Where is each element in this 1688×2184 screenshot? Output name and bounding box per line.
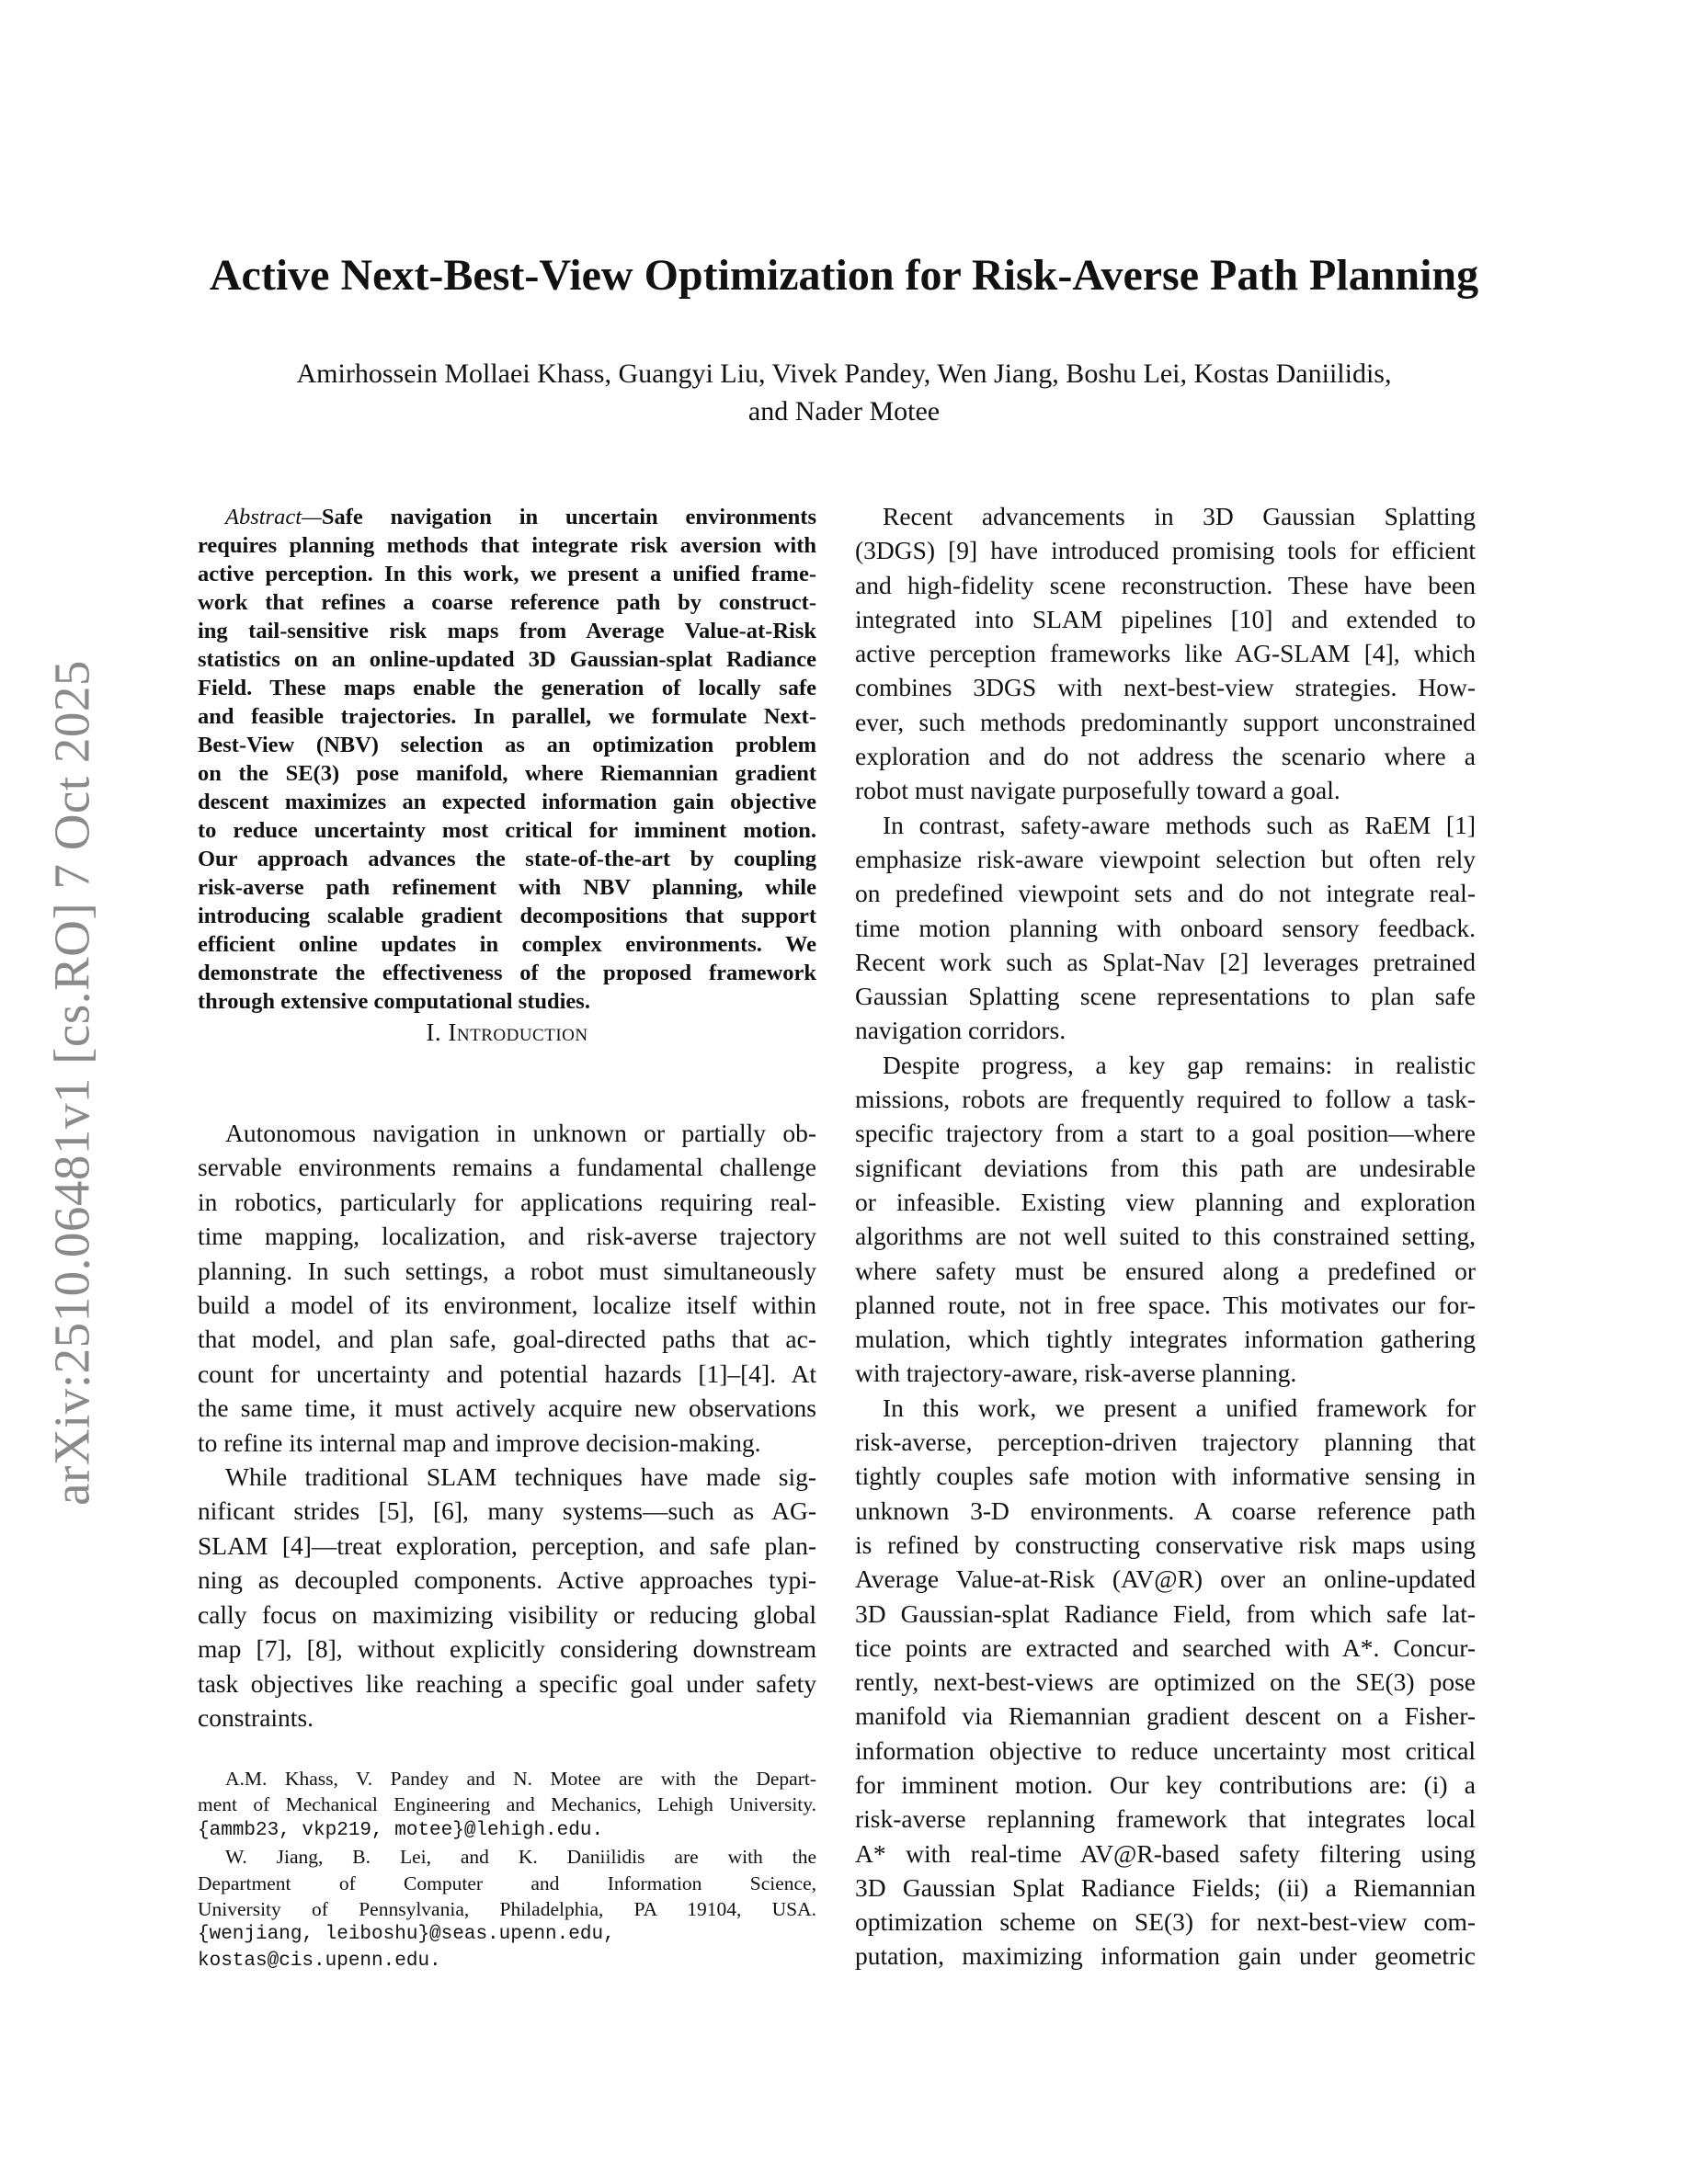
text-line: and high-fidelity scene reconstruction. These have been	[855, 570, 1476, 599]
abstract-line: risk-averse path refinement with NBV planning, while	[198, 875, 816, 900]
text-line: to refine its internal map and improve decision-making.	[198, 1428, 761, 1457]
abstract-line: efficient online updates in complex environments. We	[198, 932, 816, 957]
text-line: with trajectory-aware, risk-averse planning.	[855, 1359, 1297, 1388]
text-line: for imminent motion. Our key contributions are: (i) a	[855, 1769, 1476, 1799]
text-line: nificant strides [5], [6], many systems—such as AG-	[198, 1496, 816, 1526]
text-line: task objectives like reaching a specific goal under safety	[198, 1668, 816, 1698]
text-line: ning as decoupled components. Active approaches typi-	[198, 1565, 816, 1595]
footnote-line: W. Jiang, B. Lei, and K. Daniilidis are with the	[225, 1846, 816, 1869]
paragraph	[855, 808, 1476, 1048]
text-line: rently, next-best-views are optimized on the SE(3) pose	[855, 1667, 1476, 1697]
text-line: risk-averse replanning framework that integrates local	[855, 1804, 1476, 1834]
text-line: In this work, we present a unified framework for	[883, 1393, 1476, 1422]
text-line: unknown 3-D environments. A coarse reference path	[855, 1496, 1476, 1525]
abstract-line: Best-View (NBV) selection as an optimization problem	[198, 733, 816, 757]
text-line: on predefined viewpoint sets and do not integrate real-	[855, 879, 1476, 908]
text-line: integrated into SLAM pipelines [10] and extended to	[855, 604, 1476, 633]
text-line: in robotics, particularly for applications requiring real-	[198, 1187, 816, 1216]
section-heading-introduction: I. Introduction	[426, 1018, 588, 1046]
text-line: exploration and do not address the scenario where a	[855, 742, 1476, 771]
abstract-line: demonstrate the effectiveness of the proposed framework	[198, 961, 816, 985]
text-line: significant deviations from this path are undesirable	[855, 1153, 1476, 1182]
abstract-line: introducing scalable gradient decompositions that support	[198, 904, 816, 928]
footnote-line: Department of Computer and Information Science,	[198, 1871, 816, 1894]
abstract-line: descent maximizes an expected information gain objective	[198, 790, 816, 814]
text-line: build a model of its environment, localize itself within	[198, 1291, 816, 1320]
text-line: putation, maximizing information gain under geometric	[855, 1941, 1476, 1971]
abstract-line: to reduce uncertainty most critical for imminent motion.	[198, 818, 816, 843]
text-line: information objective to reduce uncertainty most critical	[855, 1735, 1476, 1765]
text-line: constraints.	[198, 1702, 314, 1732]
footnote-line: University of Pennsylvania, Philadelphia, PA 19104, USA.	[198, 1898, 816, 1921]
text-line: SLAM [4]—treat exploration, perception, and safe plan-	[198, 1530, 816, 1560]
text-line: that model, and plan safe, goal-directed paths that ac-	[198, 1325, 816, 1354]
text-line: active perception frameworks like AG-SLAM [4], which	[855, 639, 1476, 668]
arxiv-identifier: arXiv:2510.06481v1 [cs.RO] 7 Oct 2025	[43, 660, 100, 1506]
text-line: Autonomous navigation in unknown or partially ob-	[225, 1119, 816, 1147]
abstract-line: Field. These maps enable the generation of locally safe	[198, 676, 816, 700]
text-line: tightly couples safe motion with informative sensing in	[855, 1462, 1476, 1491]
abstract-label: Abstract—	[225, 505, 322, 529]
text-line: is refined by constructing conservative risk maps using	[855, 1530, 1476, 1559]
text-line: navigation corridors.	[855, 1016, 1066, 1045]
text-line: count for uncertainty and potential hazards [1]–[4]. At	[198, 1359, 816, 1388]
author-line: Amirhossein Mollaei Khass, Guangyi Liu, Vivek Pandey, Wen Jiang, Boshu Lei, Kostas Daniilidis,	[296, 358, 1392, 389]
abstract-line: through extensive computational studies.	[198, 989, 590, 1014]
paragraph	[855, 1048, 1476, 1391]
text-line: or infeasible. Existing view planning and exploration	[855, 1187, 1476, 1216]
text-line: Recent advancements in 3D Gaussian Splatting	[883, 502, 1476, 530]
text-line: specific trajectory from a start to a goal position—where	[855, 1119, 1476, 1148]
text-line: ever, such methods predominantly support unconstrained	[855, 707, 1476, 736]
text-line: the same time, it must actively acquire new observations	[198, 1393, 816, 1423]
text-line: While traditional SLAM techniques have made sig-	[225, 1462, 816, 1492]
text-line: time mapping, localization, and risk-averse trajectory	[198, 1222, 816, 1251]
text-line: mulation, which tightly integrates information gathering	[855, 1325, 1476, 1354]
footnote	[198, 1766, 816, 1844]
text-line: (3DGS) [9] have introduced promising tools for efficient	[855, 536, 1476, 565]
author-line: and Nader Motee	[747, 396, 941, 427]
abstract-line: requires planning methods that integrate risk aversion with	[198, 533, 816, 558]
text-line: where safety must be ensured along a predefined or	[855, 1256, 1476, 1285]
abstract	[198, 503, 816, 1016]
text-line: Gaussian Splatting scene representations to plan safe	[855, 982, 1476, 1011]
email-line: {ammb23, vkp219, motee}@lehigh.edu.	[198, 1819, 604, 1841]
text-line: tice points are extracted and searched with A*. Concur-	[855, 1632, 1476, 1662]
author-affiliation-footnotes	[198, 1766, 816, 1974]
text-line: time motion planning with onboard sensory feedback.	[855, 913, 1476, 942]
abstract-text: Safe navigation in uncertain environments	[321, 505, 816, 529]
text-line: servable environments remains a fundamental challenge	[198, 1153, 816, 1182]
text-line: emphasize risk-aware viewpoint selection but often rely	[855, 844, 1476, 873]
paragraph	[855, 1391, 1476, 1974]
text-line: combines 3DGS with next-best-view strategies. How-	[855, 673, 1476, 702]
text-line: A* with real-time AV@R-based safety filtering using	[855, 1838, 1476, 1868]
right-column-body	[855, 499, 1476, 1974]
text-line: robot must navigate purposefully toward a goal.	[855, 776, 1340, 805]
text-line: Despite progress, a key gap remains: in realistic	[883, 1050, 1476, 1079]
text-line: 3D Gaussian-splat Radiance Field, from which safe lat-	[855, 1598, 1476, 1628]
footnote	[198, 1844, 816, 1974]
paper-title: Active Next-Best-View Optimization for Risk-Averse Path Planning	[209, 251, 1479, 300]
footnote-line: A.M. Khass, V. Pandey and N. Motee are with the Depart-	[225, 1768, 816, 1790]
text-line: optimization scheme on SE(3) for next-best-view com-	[855, 1907, 1476, 1937]
text-line: In contrast, safety-aware methods such as RaEM [1]	[883, 810, 1476, 839]
abstract-line: ing tail-sensitive risk maps from Average Value-at-Risk	[198, 619, 816, 643]
left-column-body	[198, 1116, 816, 1735]
abstract-line: on the SE(3) pose manifold, where Riemannian gradient	[198, 761, 816, 786]
text-line: cally focus on maximizing visibility or reducing global	[198, 1599, 816, 1629]
text-line: planning. In such settings, a robot must simultaneously	[198, 1256, 816, 1285]
text-line: manifold via Riemannian gradient descent on a Fisher-	[855, 1701, 1476, 1731]
text-line: 3D Gaussian Splat Radiance Fields; (ii) a Riemannian	[855, 1872, 1476, 1902]
text-line: Average Value-at-Risk (AV@R) over an online-updated	[855, 1564, 1476, 1594]
text-line: algorithms are not well suited to this constrained setting,	[855, 1222, 1476, 1251]
paragraph	[198, 1116, 816, 1460]
email-line: {wenjiang, leiboshu}@seas.upenn.edu,	[198, 1924, 615, 1946]
author-list	[0, 355, 1688, 430]
abstract-line	[198, 503, 816, 531]
text-line: missions, robots are frequently required to follow a task-	[855, 1085, 1476, 1114]
footnote-line: ment of Mechanical Engineering and Mechanics, Lehigh University.	[198, 1793, 816, 1816]
abstract-line: Our approach advances the state-of-the-art by coupling	[198, 847, 816, 871]
abstract-line: work that refines a coarse reference path by construct-	[198, 590, 816, 615]
text-line: map [7], [8], without explicitly considering downstream	[198, 1634, 816, 1664]
abstract-line: statistics on an online-updated 3D Gaussian-splat Radiance	[198, 647, 816, 672]
abstract-line: active perception. In this work, we present a unified frame-	[198, 562, 816, 586]
abstract-line: and feasible trajectories. In parallel, we formulate Next-	[198, 704, 816, 729]
paragraph	[198, 1460, 816, 1735]
paragraph	[855, 499, 1476, 808]
text-line: planned route, not in free space. This motivates our for-	[855, 1290, 1476, 1319]
email-line: kostas@cis.upenn.edu.	[198, 1950, 441, 1972]
text-line: risk-averse, perception-driven trajectory planning that	[855, 1428, 1476, 1457]
text-line: Recent work such as Splat-Nav [2] leverages pretrained	[855, 947, 1476, 976]
